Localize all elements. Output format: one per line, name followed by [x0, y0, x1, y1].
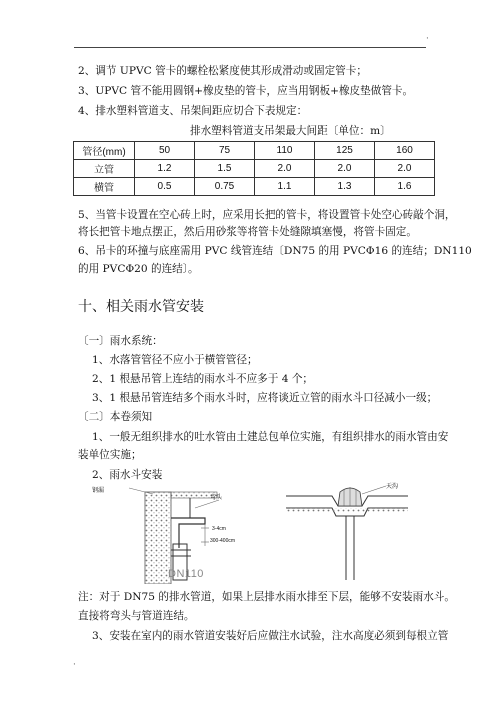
leader-line	[195, 500, 219, 508]
paragraph-2: 2、调节 UPVC 管卡的螺栓松紧度使其形成滑动或固定管卡；	[78, 65, 367, 77]
note-1a: 1、一般无组织排水的吐水管由土建总包单位实施，有组织排水的雨水管由安	[92, 431, 449, 443]
paragraph-6a: 6、吊卡的环撞与底座需用 PVC 线管连结〔DN75 的用 PVCΦ16 的连结；DN110	[78, 245, 472, 257]
elbow-label: 弯头	[210, 494, 223, 501]
table-row	[74, 178, 435, 196]
table-cell: 1.3	[315, 178, 375, 196]
note-a: 注：对于 DN75 的排水管道，如果上层排水雨水排至下层，能够不安装雨水斗。	[78, 591, 455, 603]
wall-label: 钢漏	[92, 487, 105, 494]
table-header-cell: 125	[315, 142, 375, 160]
note-1b: 装单位实施；	[78, 449, 142, 461]
table-header-cell: 管径(mm)	[74, 142, 135, 160]
table-caption: 排水塑料管道支吊架最大间距〔单位：m〕	[190, 125, 391, 137]
spacing-table	[73, 141, 435, 196]
table-cell: 1.2	[135, 160, 195, 178]
leader-line	[129, 488, 153, 494]
table-cell: 1.6	[375, 178, 435, 196]
subheading-2: 〔二〕本卷须知	[78, 411, 153, 423]
gutter-label: 天沟	[386, 483, 399, 490]
table-cell: 2.0	[375, 160, 435, 178]
dimension-label-1: 3-4cm	[212, 526, 226, 532]
corner-mark: ·	[426, 34, 429, 44]
paragraph-5b: 将长把管卡地点摆正，然后用砂浆等将管卡处缝隙填塞慢，将管卡固定。	[78, 226, 417, 238]
leader-line	[362, 486, 386, 494]
subheading-1: 〔一〕雨水系统：	[78, 335, 163, 347]
pipe-size-label: DN110	[168, 568, 204, 580]
paragraph-3: 3、UPVC 管不能用圆钢+橡皮垫的管卡，应当用钢板+橡皮垫做管卡。	[78, 85, 414, 97]
table-cell: 横管	[74, 178, 135, 196]
table-header-cell: 110	[255, 142, 315, 160]
list-item: 3、1 根悬吊管连结多个雨水斗时，应将谈近立管的雨水斗口径减小一级；	[92, 392, 438, 404]
paragraph-last: 3、安装在室内的雨水管道安装好后应做注水试验，注水高度必须到每根立管	[92, 630, 449, 642]
note-2: 2、雨水斗安装	[92, 469, 163, 481]
table-header-row	[74, 142, 435, 160]
table-row	[74, 160, 435, 178]
table-cell: 0.5	[135, 178, 195, 196]
roof-drain-diagram	[282, 484, 412, 580]
table-cell: 2.0	[255, 160, 315, 178]
table-header-cell: 75	[195, 142, 255, 160]
slab-hatch	[286, 508, 408, 512]
list-item: 1、水落管管径不应小于横管管径；	[92, 354, 258, 366]
section-heading: 十、相关雨水管安装	[78, 299, 204, 315]
paragraph-6b: 的用 PVCΦ20 的连结〕。	[78, 263, 199, 275]
table-cell: 1.1	[255, 178, 315, 196]
table-header-cell: 50	[135, 142, 195, 160]
table-cell: 1.5	[195, 160, 255, 178]
table-cell: 0.75	[195, 178, 255, 196]
footer-mark: ·	[73, 660, 76, 670]
dimension-label-2: 300-400cm	[210, 538, 236, 544]
table-cell: 立管	[74, 160, 135, 178]
table-header-cell: 160	[375, 142, 435, 160]
header-rule	[74, 47, 426, 48]
paragraph-4: 4、排水塑料管道支、吊架间距应切合下表规定：	[78, 105, 308, 117]
note-b: 直接将弯头与管道连结。	[78, 610, 195, 622]
list-item: 2、1 根悬吊管上连结的雨水斗不应多于 4 个；	[92, 373, 314, 385]
table-cell: 2.0	[315, 160, 375, 178]
paragraph-5a: 5、当管卡设置在空心砖上时，应采用长把的管卡，将设置管卡处空心砖敲个洞，	[78, 209, 456, 221]
